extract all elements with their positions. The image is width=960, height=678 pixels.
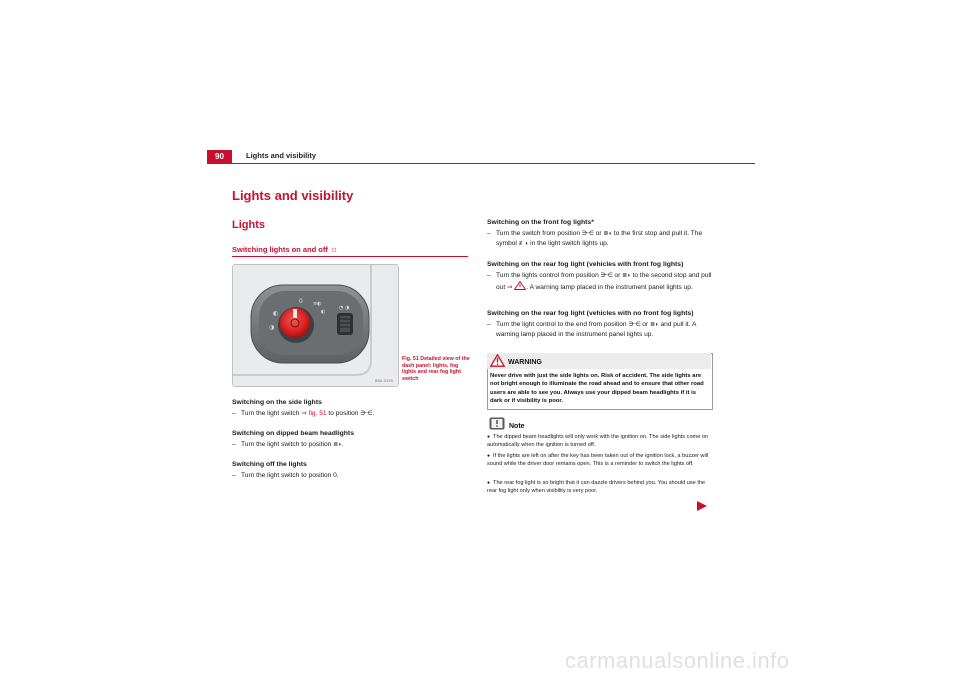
side-lights-step: – Turn the light switch ⇒ fig. 51 to position ⋺⋲. <box>232 410 375 417</box>
side-light-icon: ⋺⋲ <box>360 411 373 417</box>
dipped-beam-heading: Switching on dipped beam headlights <box>232 430 354 437</box>
warning-title: WARNING <box>508 359 542 366</box>
note-item: ● The rear fog light is so bright that it can dazzle drivers behind you. You should use the rear fog light only when visibility is very poor. <box>487 480 706 494</box>
dipped-beam-step: – Turn the light switch to position ≣◗. <box>232 441 344 448</box>
figure-reference-link[interactable]: fig. 51 <box>308 410 327 417</box>
note-title: Note <box>509 423 525 430</box>
header-divider <box>207 163 755 164</box>
front-fog-icon: ≢◗ <box>518 241 529 247</box>
page-number: 90 <box>215 152 224 161</box>
warning-triangle-icon <box>514 281 526 290</box>
subsection-divider <box>232 256 468 257</box>
lights-off-step: – Turn the light switch to position 0. <box>232 472 339 479</box>
note-icon <box>489 417 505 430</box>
svg-text:◐: ◐ <box>273 310 279 317</box>
section-title: Lights <box>232 219 265 231</box>
rear-fog-nofront-step: – Turn the light control to the end from position ⋺⋲ or ≣◗ and pull it. A warning lamp placed in the instrument panel lights up. <box>487 321 697 338</box>
front-fog-step: – Turn the switch from position ⋺⋲ or ≣◗ to the first stop and pull it. The symbol ≢◗ in the light switch lights up. <box>487 230 703 247</box>
side-light-icon: ⋺⋲ <box>600 273 613 279</box>
next-page-arrow-icon[interactable] <box>696 500 708 512</box>
rear-fog-front-step: – Turn the lights control from position ⋺⋲ or ≣◗ to the second stop and pull out ⇒ . A warning lamp placed in the instrument panel lights up. <box>487 272 712 291</box>
svg-text:◐: ◐ <box>321 309 326 315</box>
side-light-icon: ⋺⋲ <box>628 322 641 328</box>
side-lights-heading: Switching on the side lights <box>232 399 322 406</box>
watermark: carmanualsonline.info <box>565 648 790 673</box>
light-switch-figure <box>232 264 399 387</box>
side-light-icon: ⋺⋲ <box>581 231 594 237</box>
dipped-beam-icon: ≣◗ <box>649 322 659 328</box>
dipped-beam-icon: ≣◗ <box>622 273 631 279</box>
dipped-beam-icon: ≣◗ <box>603 231 613 237</box>
figure-code: B6U-0339 <box>375 379 393 383</box>
svg-text:◑: ◑ <box>269 324 275 331</box>
front-fog-heading: Switching on the front fog lights* <box>487 219 594 226</box>
rear-fog-nofront-heading: Switching on the rear fog light (vehicles with no front fog lights) <box>487 310 694 317</box>
note-item: ● If the lights are left on after the key has been taken out of the ignition lock, a buzzer will sound while the driver door remains open. This is a reminder to switch the lights off. <box>487 453 709 467</box>
rear-fog-front-heading: Switching on the rear fog light (vehicles with front fog lights) <box>487 261 684 268</box>
warning-body: Never drive with just the side lights on. Risk of accident. The side lights are not bright enough to illuminate the road ahead and to ensure that other road users are able to see you. Always use your dipped beam headlights if it is dark or if visibility is poor. <box>490 373 704 405</box>
warning-triangle-icon <box>490 354 505 367</box>
dipped-beam-icon: ≣◗ <box>333 442 342 448</box>
lights-off-heading: Switching off the lights <box>232 461 307 468</box>
figure-label-0: 0 <box>299 298 303 305</box>
svg-text:≡◐: ≡◐ <box>313 301 322 307</box>
subsection-title: Switching lights on and off <box>232 245 328 254</box>
figure-caption: Fig. 51 Detailed view of the dash panel: lights, fog lights and rear fog light switch <box>402 356 470 382</box>
chapter-title: Lights and visibility <box>232 188 354 203</box>
svg-text:◔ ◑: ◔ ◑ <box>339 305 350 311</box>
note-item: ● The dipped beam headlights will only work with the ignition on. The side lights come on automatically when the ignition is turned off. <box>487 434 709 448</box>
running-header: Lights and visibility <box>246 151 317 160</box>
dash-panel-illustration <box>233 265 398 386</box>
sun-light-icon: ☼ <box>329 244 339 254</box>
subsection-heading <box>232 244 338 254</box>
